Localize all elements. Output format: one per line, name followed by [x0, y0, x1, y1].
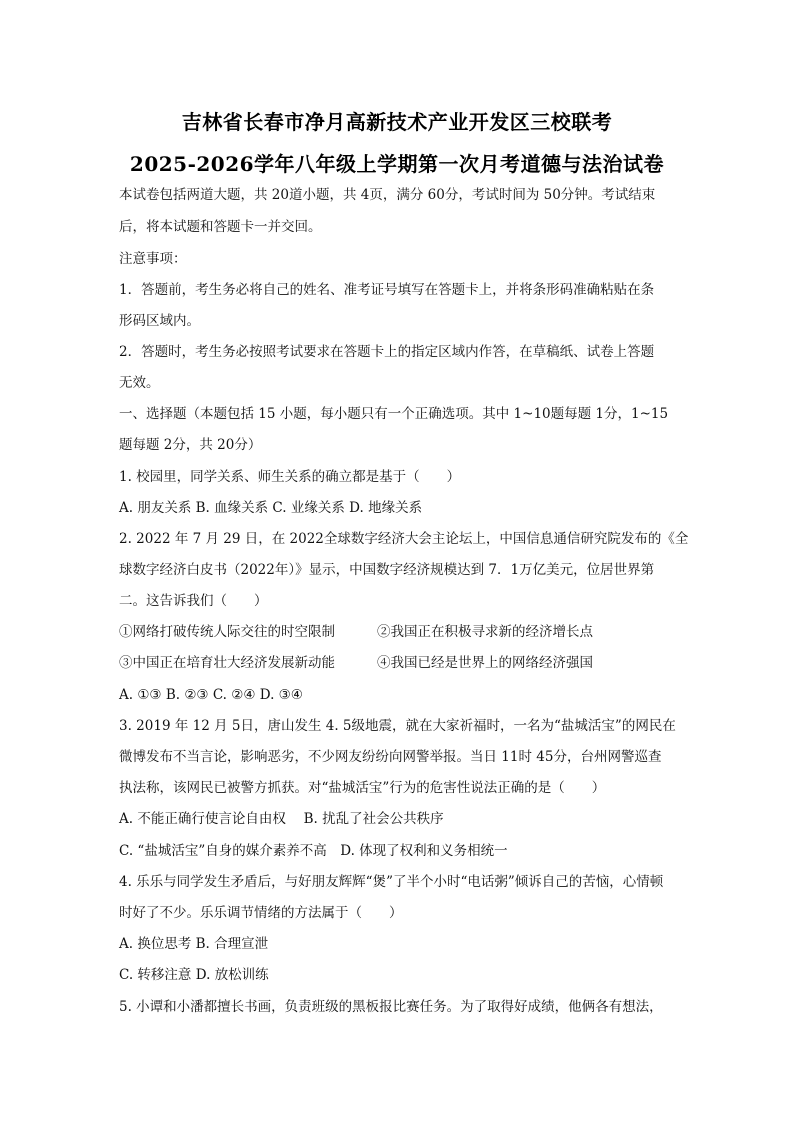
- q4-options-line-1: A. 换位思考 B. 合理宣泄: [119, 936, 269, 952]
- q2-item-2: ②我国正在积极寻求新的经济增长点: [377, 624, 593, 640]
- q3-stem-line-2: 微博发布不当言论，影响恶劣，不少网友纷纷向网警举报。当日 11时 45分，台州网警巡查: [119, 749, 662, 765]
- q3-options-line-2: C. “盐城活宝”自身的媒介素养不高 D. 体现了权利和义务相统一: [119, 843, 508, 859]
- q2-items-row-2: [119, 654, 593, 672]
- q3-options-line-1: A. 不能正确行使言论自由权 B. 扰乱了社会公共秩序: [119, 811, 444, 827]
- section-1-heading-line-2: 题每题 2分，共 20分）: [119, 437, 262, 453]
- note-1-line-2: 形码区域内。: [119, 313, 200, 329]
- q2-stem-line-1: 2. 2022 年 7 月 29 日，在 2022全球数字经济大会主论坛上，中国信息通信研究院发布的《全: [119, 531, 689, 547]
- q3-stem-line-1: 3. 2019 年 12 月 5日，唐山发生 4. 5级地震，就在大家祈福时，一名为“盐城活宝”的网民在: [119, 718, 676, 734]
- q2-stem-line-3: 二。这告诉我们（ ）: [119, 593, 268, 609]
- q1-options: A. 朋友关系 B. 血缘关系 C. 业缘关系 D. 地缘关系: [119, 500, 423, 516]
- notes-heading: 注意事项：: [119, 251, 187, 267]
- section-1-heading-line-1: 一、选择题（本题包括 15 小题，每小题只有一个正确选项。其中 1~10题每题 1分，1~15: [119, 406, 669, 422]
- q5-stem-line-1: 5. 小谭和小潘都擅长书画，负责班级的黑板报比赛任务。为了取得好成绩，他俩各有想法，: [119, 999, 663, 1015]
- exam-title-line2: 2025-2026学年八年级上学期第一次月考道德与法治试卷: [129, 152, 665, 176]
- q1-stem: 1. 校园里，同学关系、师生关系的确立都是基于（ ）: [119, 469, 461, 485]
- q4-options-line-2: C. 转移注意 D. 放松训练: [119, 967, 269, 983]
- q2-item-4: ④我国已经是世界上的网络经济强国: [377, 655, 593, 671]
- q2-options: A. ①③ B. ②③ C. ②④ D. ③④: [119, 687, 303, 703]
- q3-stem-line-3: 执法称，该网民已被警方抓获。对“盐城活宝”行为的危害性说法正确的是（ ）: [119, 780, 606, 796]
- intro-line-2: 后，将本试题和答题卡一并交回。: [119, 219, 322, 235]
- q4-stem-line-2: 时好了不少。乐乐调节情绪的方法属于（ ）: [119, 905, 403, 921]
- exam-title-line1: 吉林省长春市净月高新技术产业开发区三校联考: [181, 110, 613, 134]
- note-1-line-1: 1．答题前，考生务必将自己的姓名、准考证号填写在答题卡上，并将条形码准确粘贴在条: [119, 282, 655, 298]
- note-2-line-1: 2．答题时，考生务必按照考试要求在答题卡上的指定区域内作答，在草稿纸、试卷上答题: [119, 344, 655, 360]
- q4-stem-line-1: 4. 乐乐与同学发生矛盾后，与好朋友辉辉“煲”了半个小时“电话粥”倾诉自己的苦恼，心情顿: [119, 874, 664, 890]
- intro-line-1: 本试卷包括两道大题，共 20道小题，共 4页，满分 60分，考试时间为 50分钟。考试结束: [119, 187, 656, 203]
- note-2-line-2: 无效。: [119, 375, 160, 391]
- q2-item-1: ①网络打破传统人际交往的时空限制: [119, 624, 335, 640]
- q2-stem-line-2: 球数字经济白皮书（2022年）》显示，中国数字经济规模达到 7．1万亿美元，位居世界第: [119, 562, 655, 578]
- q2-item-3: ③中国正在培育壮大经济发展新动能: [119, 655, 335, 671]
- q2-items-row-1: [119, 623, 593, 641]
